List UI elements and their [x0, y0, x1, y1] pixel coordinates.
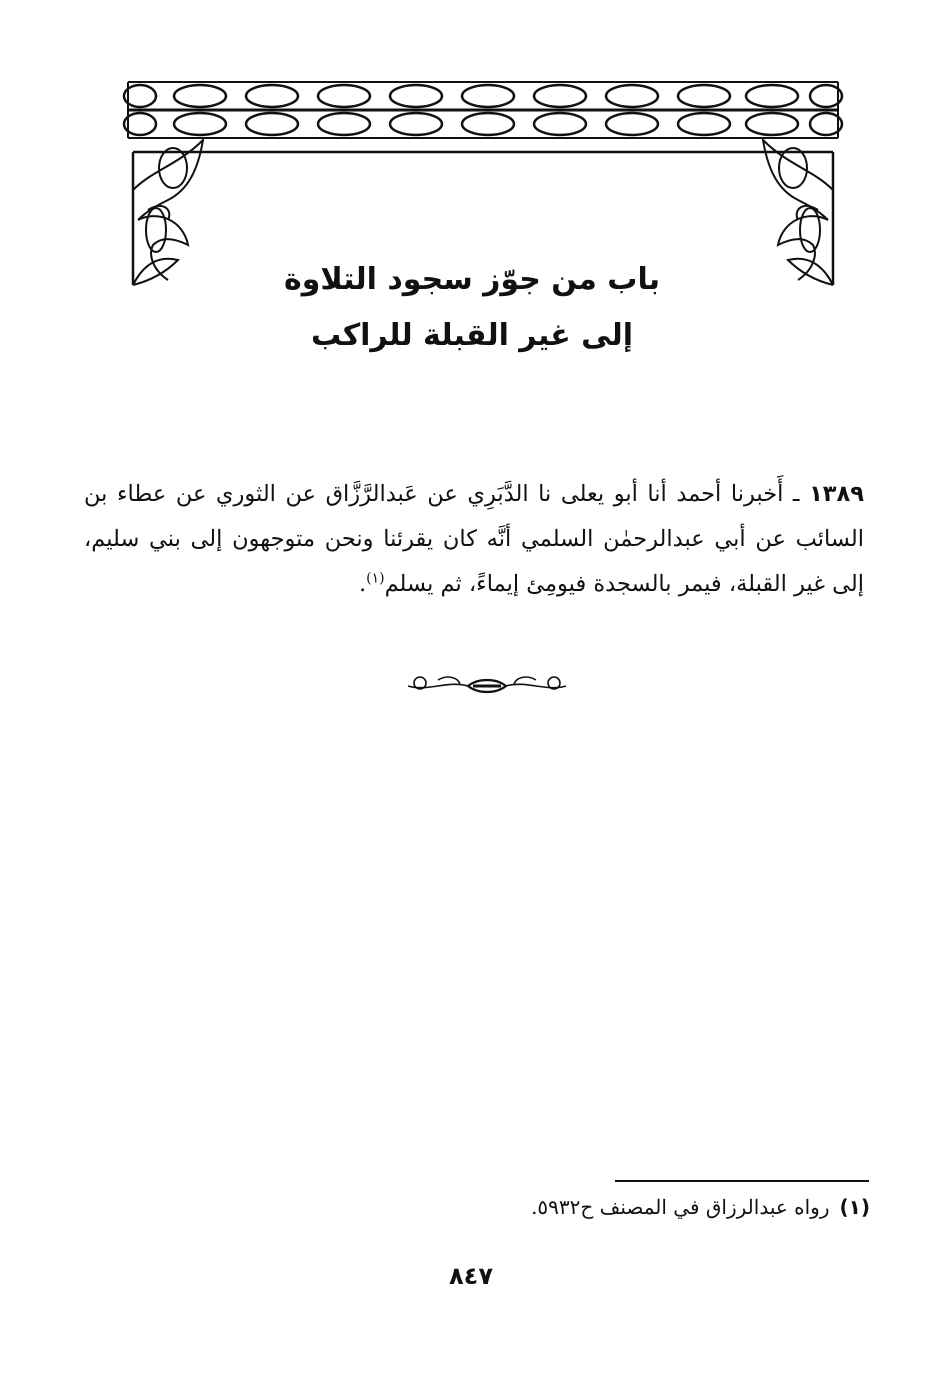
footnote-reference[interactable]: (١) — [366, 570, 385, 587]
hadith-paragraph — [84, 472, 864, 607]
footnote — [370, 1192, 870, 1222]
chapter-title-line-1: باب من جوّز سجود التلاوة — [284, 262, 660, 297]
footnote-text: رواه عبدالرزاق في المصنف ح٥٩٣٢. — [531, 1195, 830, 1219]
footnote-marker: (١) — [839, 1195, 870, 1219]
ornament-divider-icon — [398, 670, 576, 702]
hadith-number: ١٣٨٩ — [809, 481, 864, 507]
hadith-end-mark: . — [358, 571, 367, 597]
hadith-text: ـ أَخبرنا أحمد أنا أبو يعلى نا الدَّبَرِي عن عَبدالرَّزَّاق عن الثوري عن عطاء بن السائب عن أبي عبدالرحمٰن السلمي أنَّه كان يقرئنا ونحن متوجهون إلى بني سليم، إلى غير القبلة، فيمر بالسجدة فيومِئ إيماءً، ثم يسلم — [84, 481, 864, 597]
chapter-title — [200, 252, 744, 364]
footnote-separator — [615, 1180, 869, 1182]
page-number: ٨٤٧ — [449, 1262, 493, 1290]
chapter-title-line-2: إلى غير القبلة للراكب — [310, 318, 634, 353]
